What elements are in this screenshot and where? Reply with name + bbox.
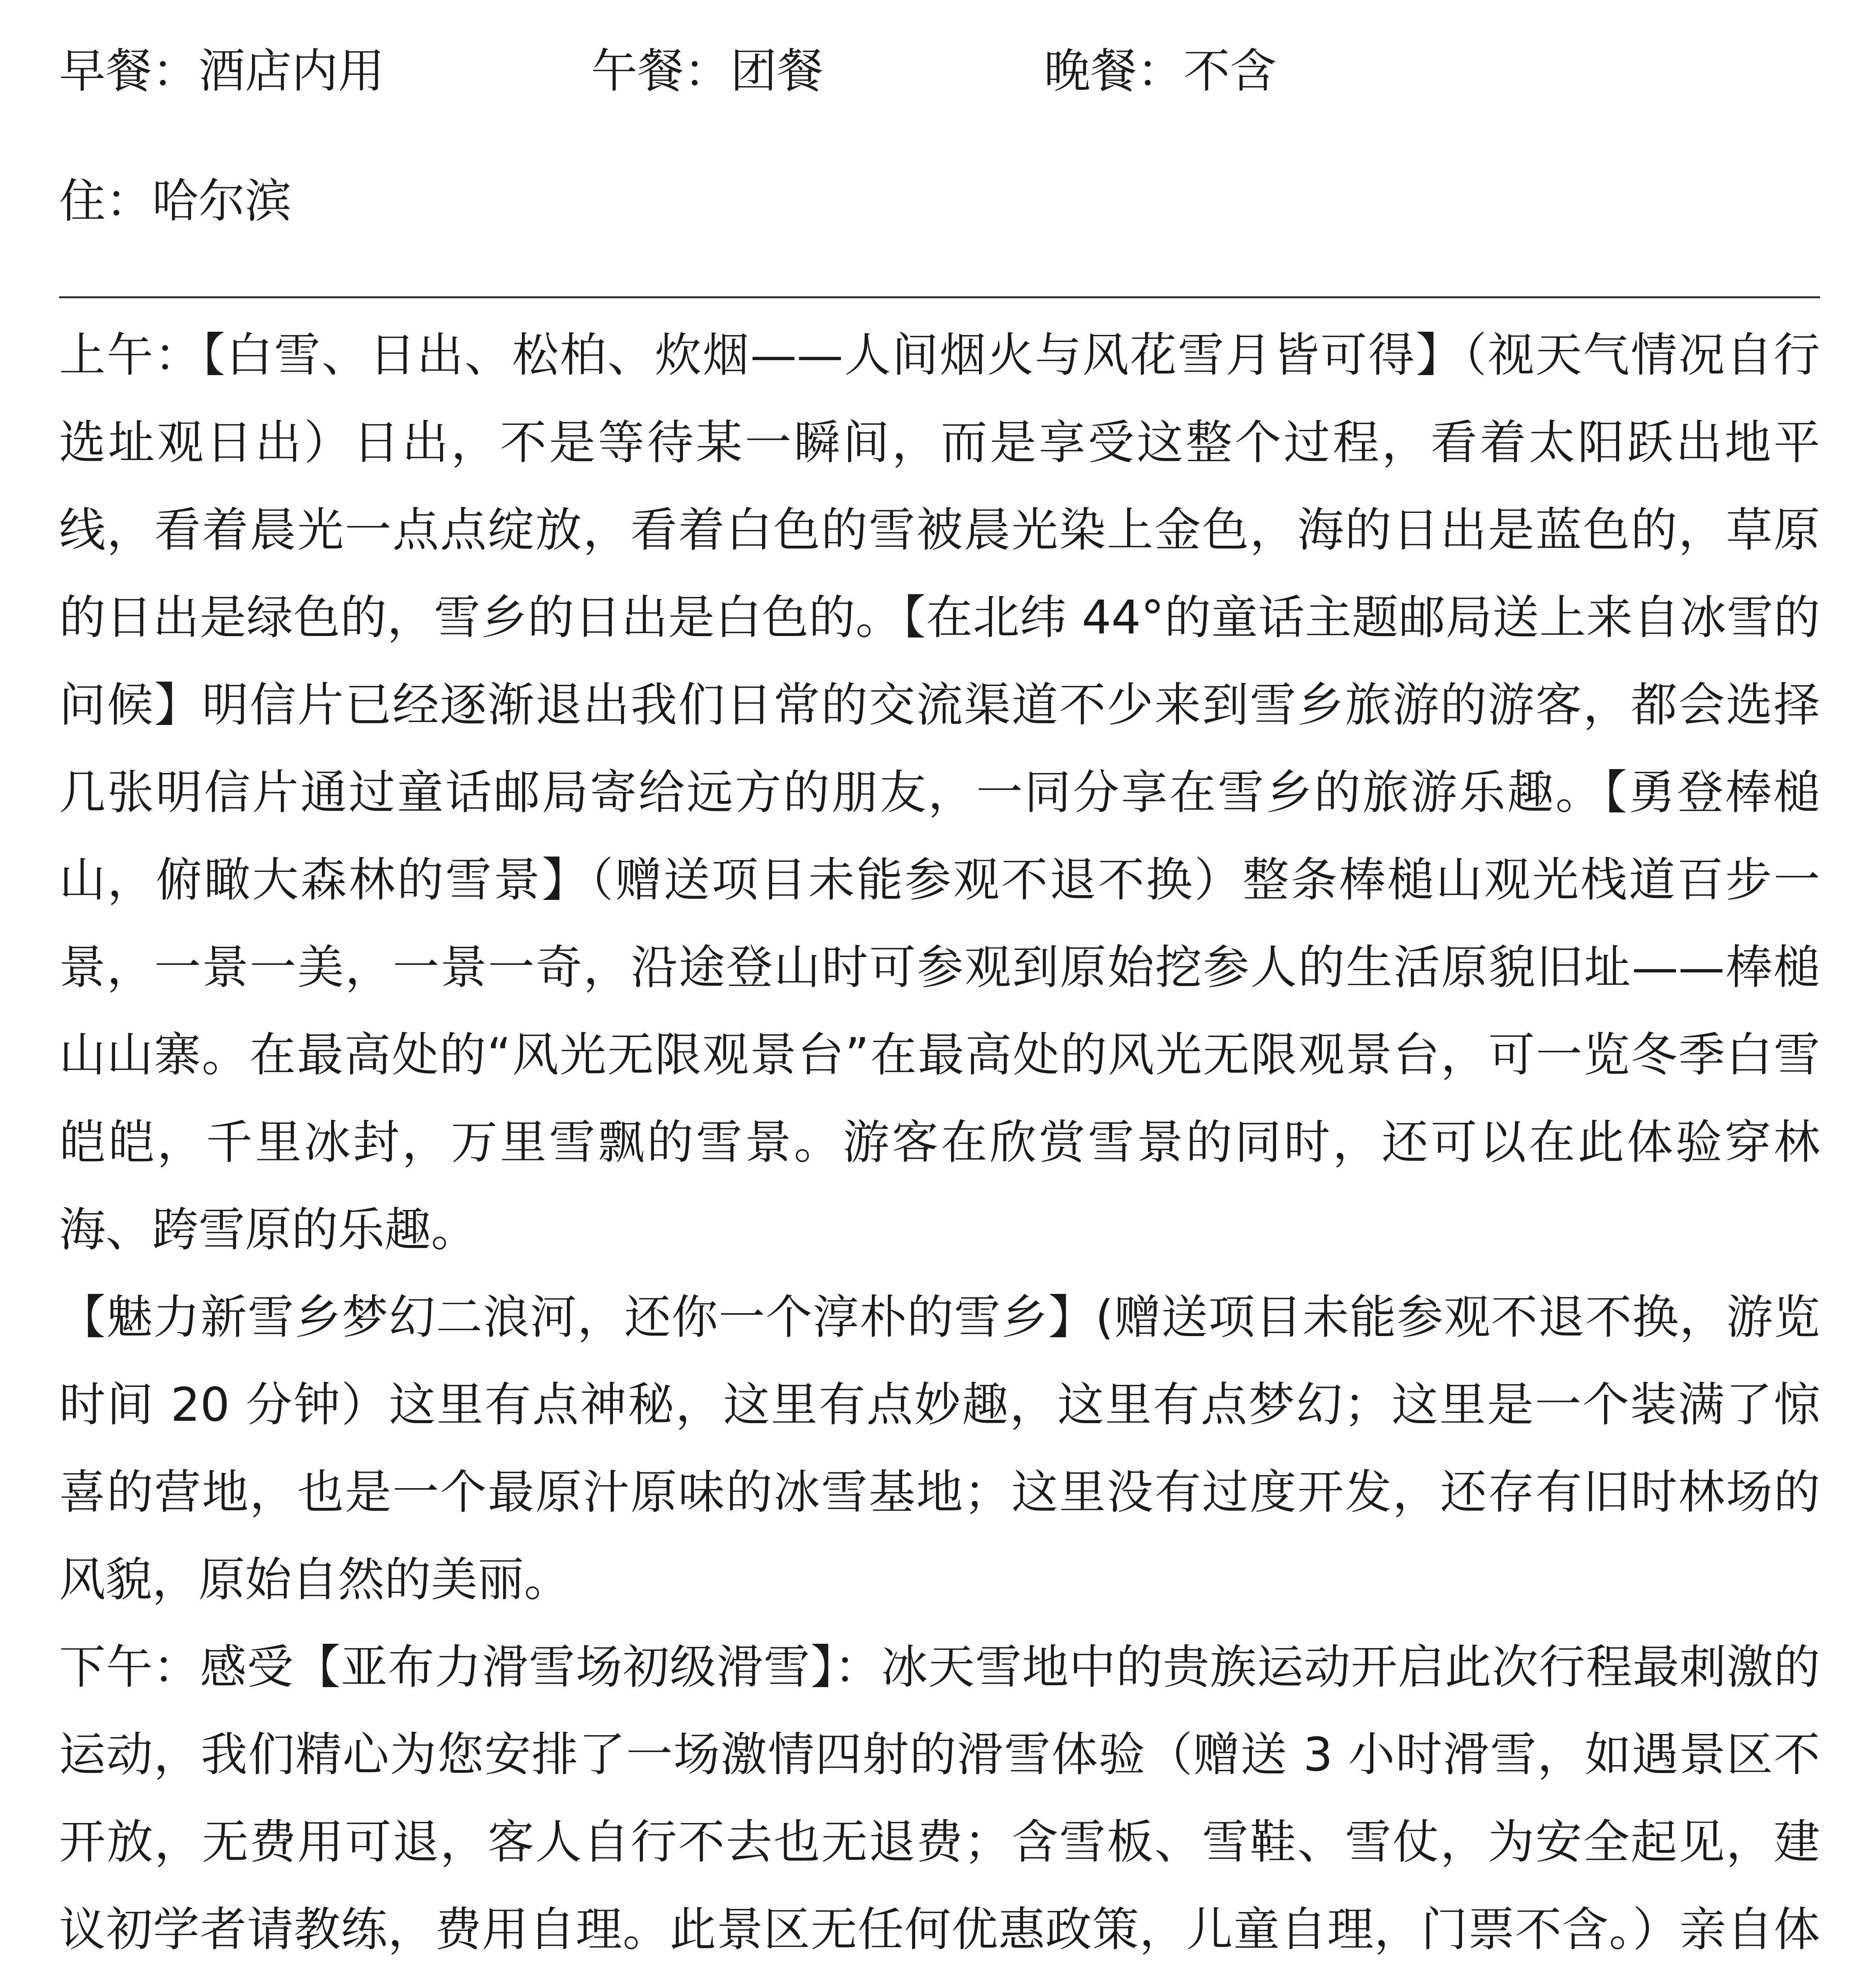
paragraph-erlanghe: 【魅力新雪乡梦幻二浪河，还你一个淳朴的雪乡】(赠送项目未能参观不退不换，游览时间 20 分钟）这里有点神秘，这里有点妙趣，这里有点梦幻；这里是一个装满了惊喜的营地，也是一个最原汁原味的冰雪基地；这里没有过度开发，还存有旧时林场的风貌，原始自然的美丽。 bbox=[59, 1290, 1820, 1607]
lunch-info: 午餐：团餐 bbox=[591, 44, 824, 98]
meals-row bbox=[59, 43, 1820, 98]
lodging-info: 住：哈尔滨 bbox=[59, 174, 292, 228]
section-divider bbox=[59, 296, 1820, 298]
paragraph-morning: 上午：【白雪、日出、松柏、炊烟——人间烟火与风花雪月皆可得】（视天气情况自行选址观日出）日出，不是等待某一瞬间，而是享受这整个过程，看着太阳跃出地平线，看着晨光一点点绽放，看着白色的雪被晨光染上金色，海的日出是蓝色的，草原的日出是绿色的，雪乡的日出是白色的。【在北纬 44°的童话主题邮局送上来自冰雪的问候】明信片已经逐渐退出我们日常的交流渠道不少来到雪乡旅游的游客，都会选择几张明信片通过童话邮局寄给远方的朋友，一同分享在雪乡的旅游乐趣。【勇登棒槌山，俯瞰大森林的雪景】（赠送项目未能参观不退不换）整条棒槌山观光栈道百步一景，一景一美，一景一奇，沿途登山时可参观到原始挖参人的生活原貌旧址——棒槌山山寨。在最高处的“风光无限观景台”在最高处的风光无限观景台，可一览冬季白雪皑皑，千里冰封，万里雪飘的雪景。游客在欣赏雪景的同时，还可以在此体验穿林海、跨雪原的乐趣。 bbox=[59, 328, 1820, 1257]
itinerary-body bbox=[59, 311, 1820, 1970]
itinerary-page bbox=[59, 0, 1820, 1970]
breakfast-info: 早餐：酒店内用 bbox=[59, 44, 385, 98]
paragraph-afternoon-skiing: 下午：感受【亚布力滑雪场初级滑雪】：冰天雪地中的贵族运动开启此次行程最刺激的运动，我们精心为您安排了一场激情四射的滑雪体验（赠送 3 小时滑雪，如遇景区不开放，无费用可退，客人自行不去也无退费；含雪板、雪鞋、雪仗，为安全起见，建议初学者请教练，费用自理。此景区无任何优惠政策，儿童自理，门票不含。）亲自体 bbox=[59, 1640, 1820, 1957]
dinner-info: 晚餐：不含 bbox=[1044, 44, 1277, 98]
